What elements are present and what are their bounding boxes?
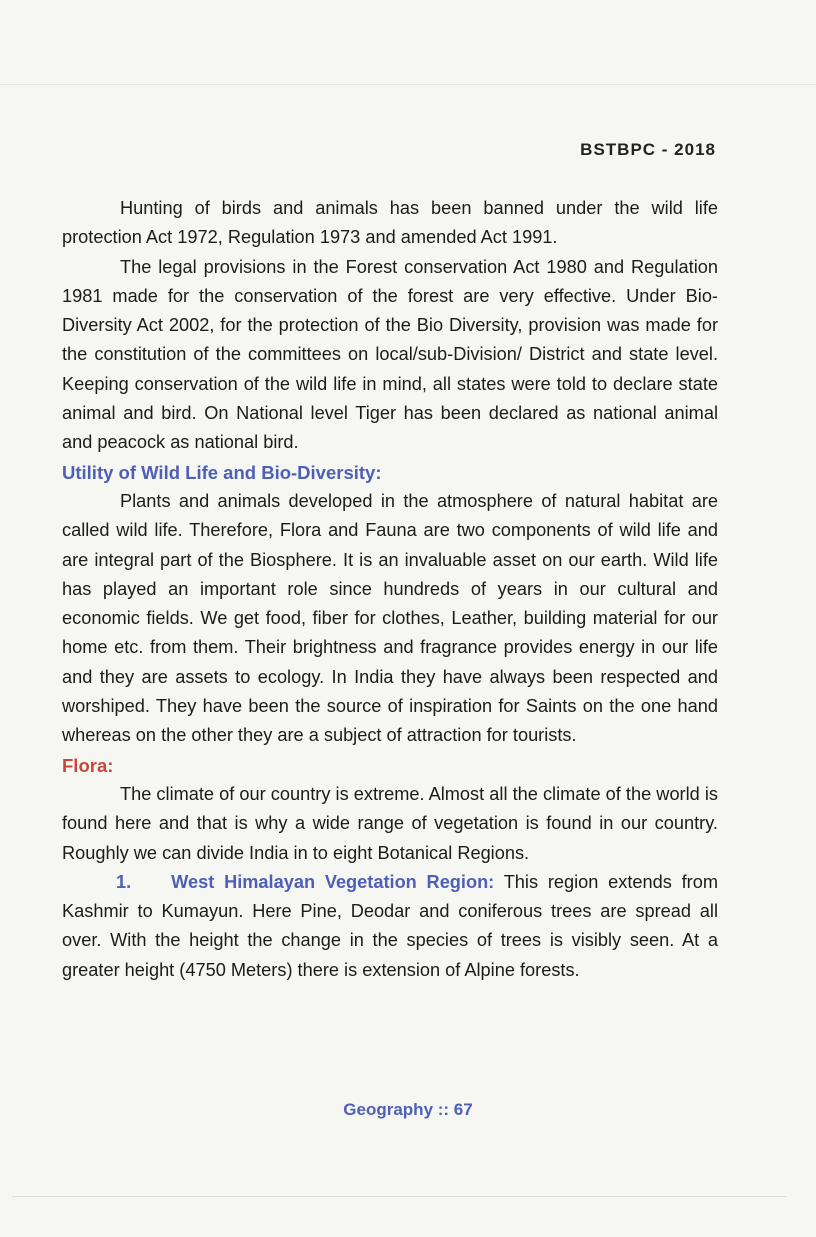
list-item-text: This region extends from Kashmir to Kumayun. Here Pine, Deodar and coniferous trees are spread all over. With the height the change in the species of trees is visibly seen. At a greater height (4750 Meters) there is extension of Alpine forests.	[62, 871, 718, 980]
list-item-title: West Himalayan Vegetation Region:	[171, 871, 495, 892]
paragraph-hunting-ban: Hunting of birds and animals has been banned under the wild life protection Act 1972, Regulation 1973 and amended Act 1991.	[62, 198, 718, 248]
paragraph-legal-provisions: The legal provisions in the Forest conservation Act 1980 and Regulation 1981 made for the conservation of the forest are very effective. Under Bio- Diversity Act 2002, for the protection of the Bio Diversity, provision was made for the constitution of the committees on local/sub-Division/ District and state level. Keeping conservation of the wild life in mind, all states were told to declare state animal and bird. On National level Tiger has been declared as national animal and peacock as national bird.	[62, 256, 718, 453]
heading-flora: Flora:	[62, 754, 114, 776]
page-edge-bottom	[12, 1196, 787, 1197]
page-edge-top	[0, 84, 816, 85]
list-item-number: 1.	[116, 871, 132, 892]
document-code-header: BSTBPC - 2018	[580, 140, 716, 159]
page-footer: Geography :: 67	[343, 1100, 473, 1119]
list-item-west-himalayan	[62, 868, 718, 985]
heading-utility-wildlife: Utility of Wild Life and Bio-Diversity:	[62, 461, 382, 483]
paragraph-wildlife-utility: Plants and animals developed in the atmosphere of natural habitat are called wild life. Therefore, Flora and Fauna are two components of wild life and are integral part of the Biosphere. It is an invaluable asset on our earth. Wild life has played an important role since hundreds of years in our cultural and economic fields. We get food, fiber for clothes, Leather, building material for our home etc. from them. Their brightness and fragrance provides energy in our life and they are assets to ecology. In India they have always been respected and worshiped. They have been the source of inspiration for Saints on the one hand whereas on the other they are a subject of attraction for tourists.	[62, 490, 718, 746]
paragraph-flora-climate: The climate of our country is extreme. Almost all the climate of the world is found here and that is why a wide range of vegetation is found in our country. Roughly we can divide India in to eight Botanical Regions.	[62, 783, 718, 863]
page-content	[62, 194, 718, 985]
